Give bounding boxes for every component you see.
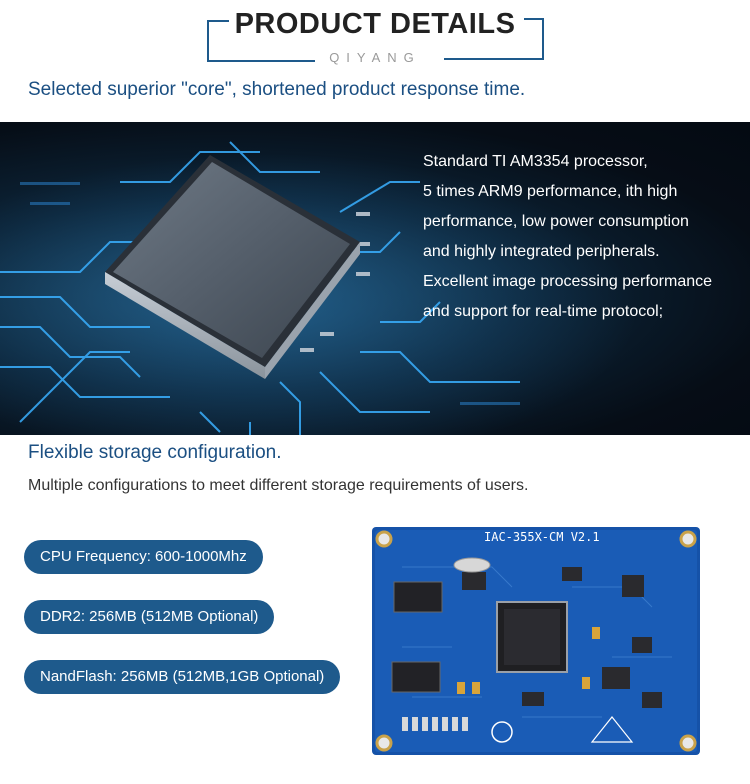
board-graphic bbox=[372, 527, 700, 755]
brand-subtitle: QIYANG bbox=[329, 50, 421, 65]
page-header bbox=[0, 0, 750, 78]
spec-nandflash: NandFlash: 256MB (512MB,1GB Optional) bbox=[24, 660, 340, 694]
circuit-board-image bbox=[372, 527, 700, 755]
processor-line: Standard TI AM3354 processor, bbox=[423, 153, 648, 170]
storage-tagline: Flexible storage configuration. bbox=[28, 442, 282, 463]
processor-line: performance, low power consumption bbox=[423, 213, 689, 230]
processor-description bbox=[423, 147, 743, 327]
processor-banner bbox=[0, 122, 750, 435]
board-model-label: IAC-355X-CM V2.1 bbox=[484, 530, 600, 544]
storage-description: Multiple configurations to meet different storage requirements of users. bbox=[28, 477, 529, 494]
processor-line: and highly integrated peripherals. bbox=[423, 243, 660, 260]
core-tagline: Selected superior "core", shortened product response time. bbox=[28, 79, 526, 100]
spec-ddr2: DDR2: 256MB (512MB Optional) bbox=[24, 600, 274, 634]
spec-cpu-frequency: CPU Frequency: 600-1000Mhz bbox=[24, 540, 263, 574]
processor-line: and support for real-time protocol; bbox=[423, 303, 664, 320]
processor-line: 5 times ARM9 performance, ith high bbox=[423, 183, 678, 200]
page-title: PRODUCT DETAILS bbox=[234, 8, 516, 40]
processor-line: Excellent image processing performance bbox=[423, 273, 713, 290]
